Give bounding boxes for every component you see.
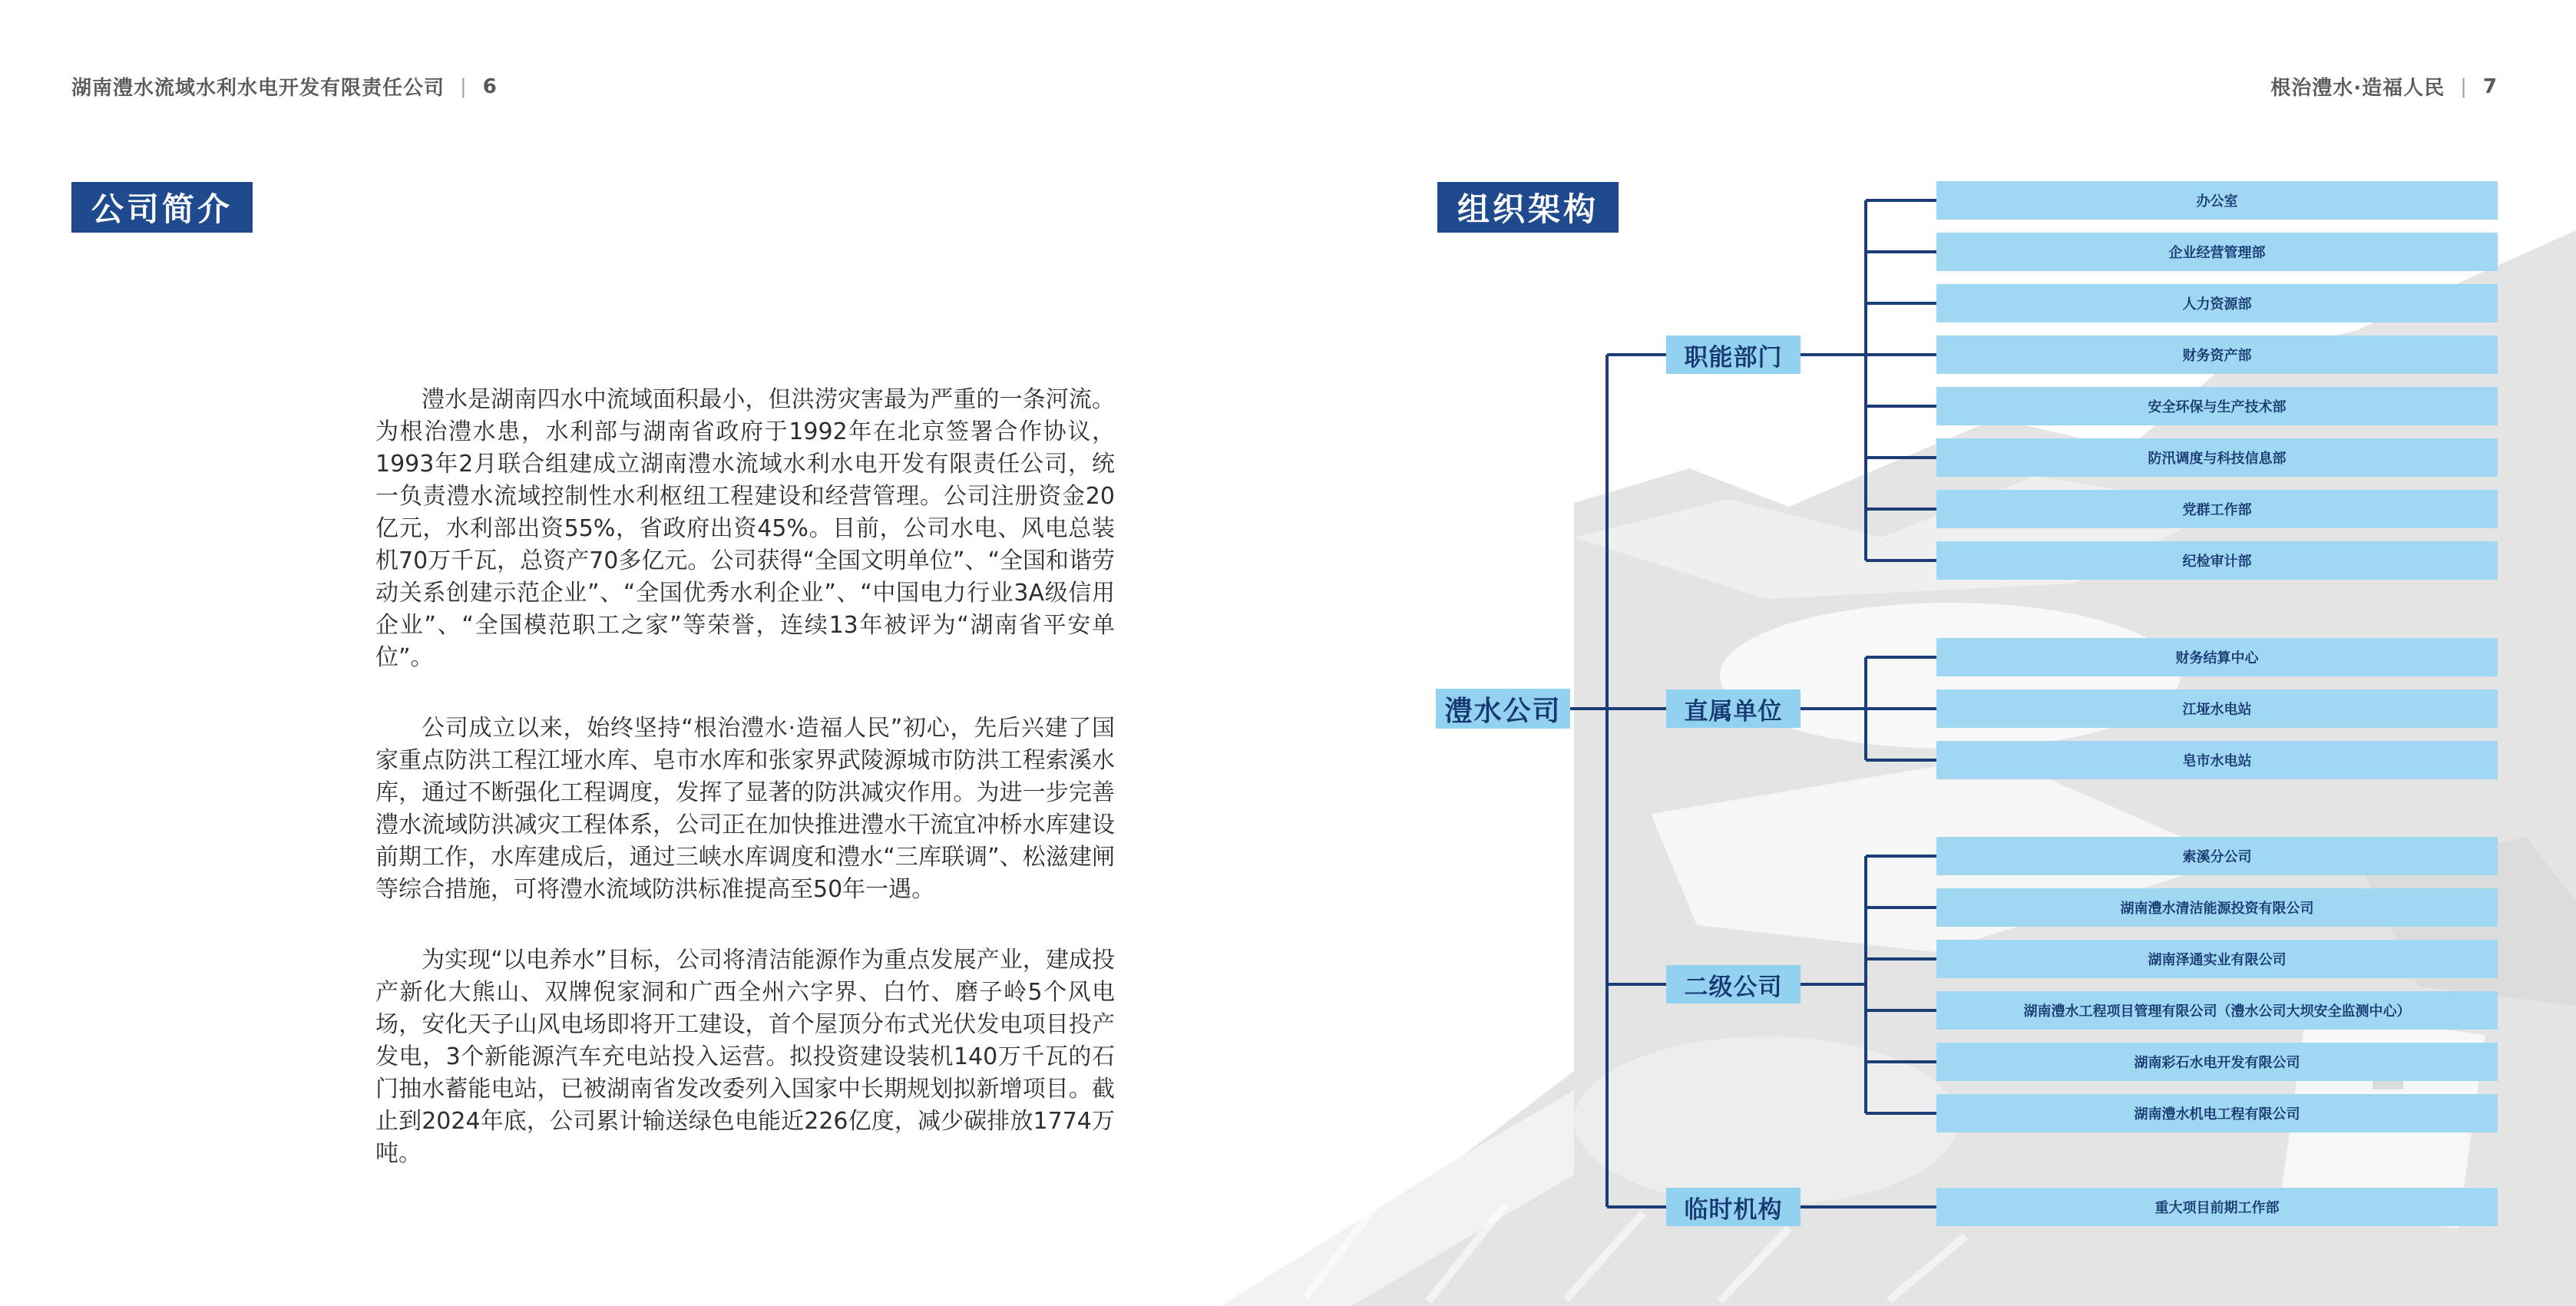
org-category-box: 职能部门 bbox=[1666, 336, 1801, 374]
org-unit-box: 财务结算中心 bbox=[1936, 638, 2498, 676]
intro-paragraph: 为实现“以电养水”目标，公司将清洁能源作为重点发展产业，建成投产新化大熊山、双牌倪家洞和广西全州六字界、白竹、磨子岭5个风电场，安化天子山风电场即将开工建设，首个屋顶分布式光伏发电项目投产发电，3个新能源汽车充电站投入运营。拟投资建设装机140万千瓦的石门抽水蓄能电站，已被湖南省发改委列入国家中长期规划拟新增项目。截止到2024年底，公司累计输送绿色电能近226亿度，减少碳排放1774万吨。 bbox=[375, 947, 1115, 1167]
org-unit-box: 办公室 bbox=[1936, 181, 2498, 220]
org-unit-box: 重大项目前期工作部 bbox=[1936, 1188, 2498, 1226]
org-unit-box: 湖南泽通实业有限公司 bbox=[1936, 940, 2498, 978]
org-category-box: 临时机构 bbox=[1666, 1188, 1801, 1226]
org-unit-box: 湖南澧水机电工程有限公司 bbox=[1936, 1094, 2498, 1132]
company-name: 湖南澧水流域水利水电开发有限责任公司 bbox=[71, 77, 445, 100]
intro-paragraph: 澧水是湖南四水中流域面积最小，但洪涝灾害最为严重的一条河流。为根治澧水患，水利部与湖南省政府于1992年在北京签署合作协议，1993年2月联合组建成立湖南澧水流域水利水电开发有限责任公司，统一负责澧水流域控制性水利枢纽工程建设和经营管理。公司注册资金20亿元，水利部出资55%，省政府出资45%。目前，公司水电、风电总装机70万千瓦，总资产70多亿元。公司获得“全国文明单位”、“全国和谐劳动关系创建示范企业”、“全国优秀水利企业”、“中国电力行业3A级信用企业”、“全国模范职工之家”等荣誉，连续13年被评为“湖南省平安单位”。 bbox=[375, 386, 1115, 671]
org-unit-box: 纪检审计部 bbox=[1936, 541, 2498, 580]
org-unit-box: 湖南澧水清洁能源投资有限公司 bbox=[1936, 888, 2498, 927]
org-unit-box: 人力资源部 bbox=[1936, 284, 2498, 322]
org-unit-box: 湖南彩石水电开发有限公司 bbox=[1936, 1043, 2498, 1081]
org-unit-box: 湖南澧水工程项目管理有限公司（澧水公司大坝安全监测中心） bbox=[1936, 991, 2498, 1030]
org-category-box: 二级公司 bbox=[1666, 965, 1801, 1003]
org-unit-box: 皂市水电站 bbox=[1936, 741, 2498, 779]
org-root-box: 澧水公司 bbox=[1436, 689, 1570, 729]
section-title-org-structure: 组织架构 bbox=[1437, 182, 1619, 233]
header-divider: | bbox=[2460, 74, 2468, 98]
slogan: 根治澧水·造福人民 bbox=[2270, 77, 2445, 100]
org-unit-box: 防汛调度与科技信息部 bbox=[1936, 438, 2498, 477]
org-unit-box: 党群工作部 bbox=[1936, 490, 2498, 528]
org-unit-box: 财务资产部 bbox=[1936, 336, 2498, 374]
org-unit-box: 企业经营管理部 bbox=[1936, 233, 2498, 271]
intro-paragraph: 公司成立以来，始终坚持“根治澧水·造福人民”初心，先后兴建了国家重点防洪工程江垭水库、皂市水库和张家界武陵源城市防洪工程索溪水库，通过不断强化工程调度，发挥了显著的防洪减灾作用。为进一步完善澧水流域防洪减灾工程体系，公司正在加快推进澧水干流宜冲桥水库建设前期工作，水库建成后，通过三峡水库调度和澧水“三库联调”、松滋建闸等综合措施，可将澧水流域防洪标准提高至50年一遇。 bbox=[375, 715, 1115, 903]
org-unit-box: 江垭水电站 bbox=[1936, 689, 2498, 728]
page-number-right: 7 bbox=[2482, 74, 2498, 98]
org-unit-box: 索溪分公司 bbox=[1936, 837, 2498, 875]
section-title-company-intro: 公司简介 bbox=[71, 182, 253, 233]
org-unit-box: 安全环保与生产技术部 bbox=[1936, 387, 2498, 425]
org-category-box: 直属单位 bbox=[1666, 689, 1801, 728]
page-number-left: 6 bbox=[482, 74, 498, 98]
header-divider: | bbox=[460, 74, 468, 98]
